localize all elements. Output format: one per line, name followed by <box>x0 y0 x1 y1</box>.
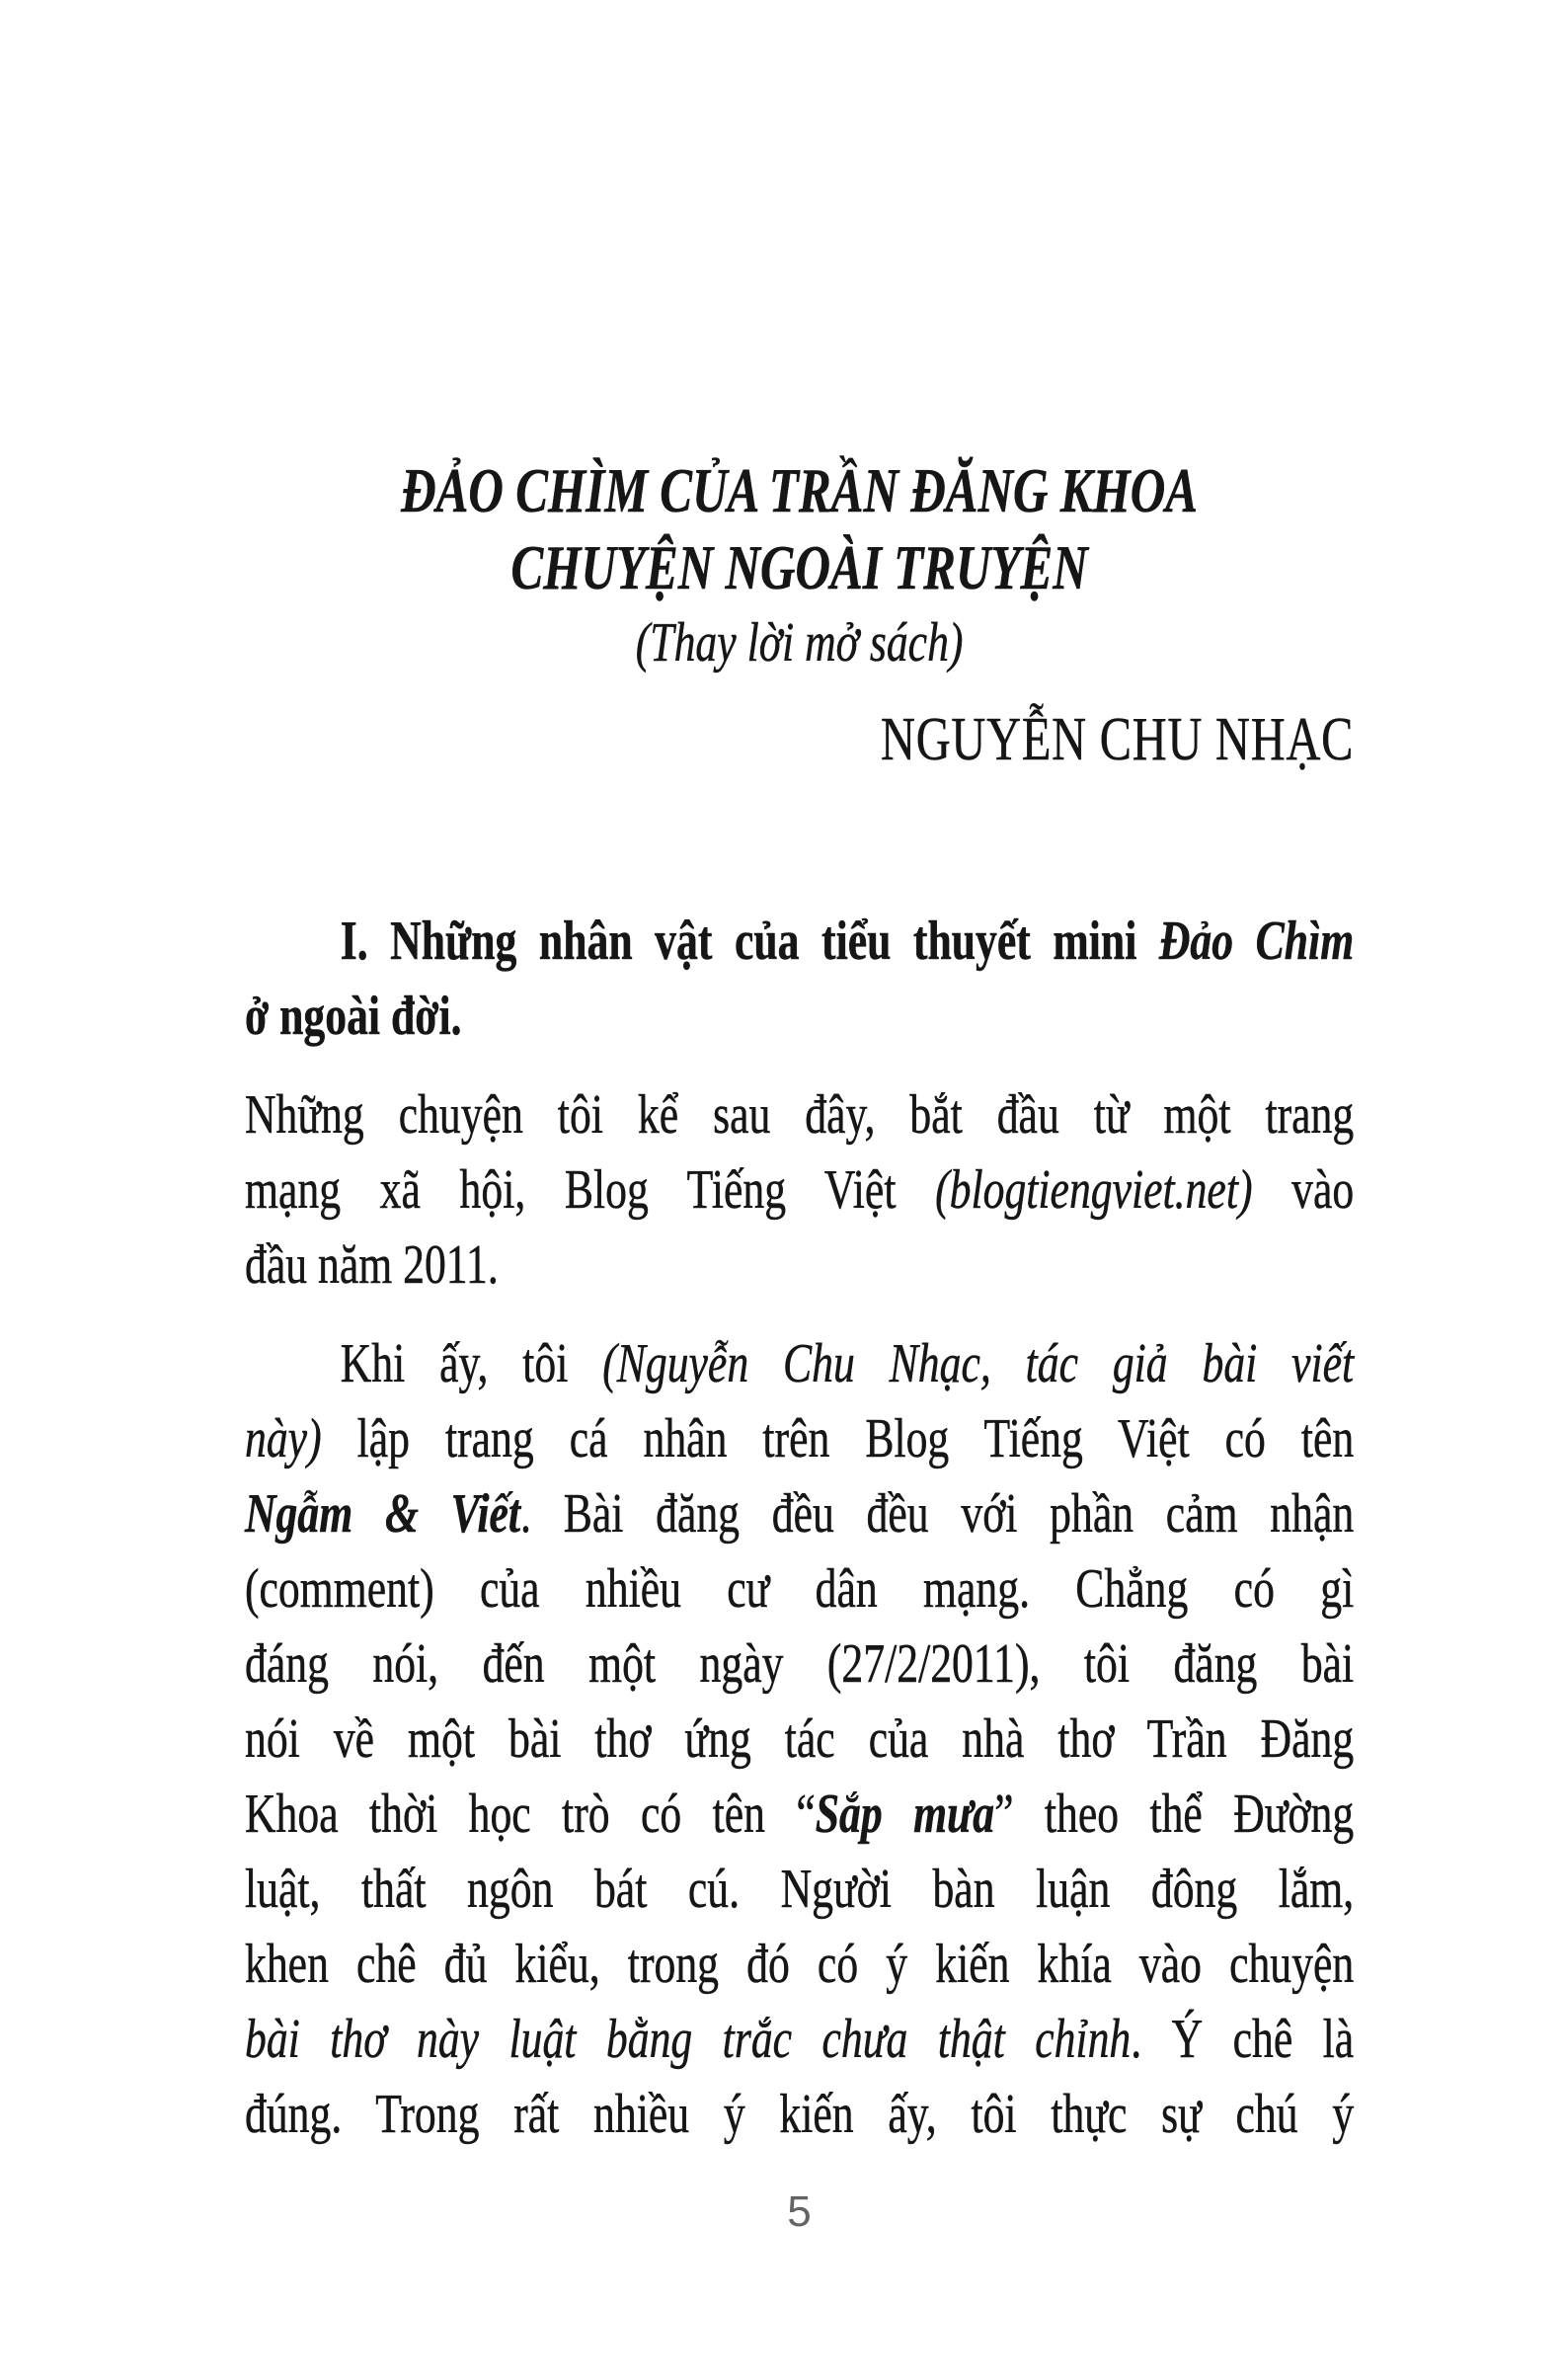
text-line <box>245 1927 1354 2002</box>
text-run: luật, thất ngôn bát cú. Người bàn luận đông lắm, <box>245 1859 1355 1920</box>
body-text <box>245 904 1354 2152</box>
text-run: đáng nói, đến một ngày (27/2/2011), tôi đăng bài <box>245 1633 1355 1695</box>
emphasis-run: (blogtiengviet.net) <box>935 1159 1253 1221</box>
emphasis-run: bài thơ này luật bằng trắc chưa thật chỉnh <box>245 2009 1132 2070</box>
text-run: lập trang cá nhân trên Blog Tiếng Việt có tên <box>321 1408 1355 1469</box>
text-run: . Ý chê là <box>1131 2009 1355 2070</box>
text-line <box>245 1702 1354 1777</box>
text-line <box>245 979 1354 1054</box>
emphasis-run: này) <box>245 1408 322 1469</box>
text-run: Những chuyện tôi kể sau đây, bắt đầu từ một trang <box>245 1084 1355 1146</box>
text-column <box>245 0 1354 2152</box>
text-line <box>245 1626 1354 1702</box>
emphasis-run: Ngẫm & Viết <box>245 1483 521 1545</box>
text-run: khen chê đủ kiểu, trong đó có ý kiến khía vào chuyện <box>245 1934 1355 1995</box>
chapter-title-line2: CHUYỆN NGOÀI TRUYỆN <box>510 533 1088 602</box>
text-run: (comment) của nhiều cư dân mạng. Chẳng có gì <box>245 1558 1355 1620</box>
text-line <box>245 1551 1354 1626</box>
text-run: đúng. Trong rất nhiều ý kiến ấy, tôi thực sự chú ý <box>245 2084 1355 2145</box>
text-line <box>245 1401 1354 1476</box>
text-line <box>245 1326 1354 1401</box>
text-line <box>245 1228 1354 1303</box>
text-run: nói về một bài thơ ứng tác của nhà thơ Trần Đăng <box>245 1708 1355 1770</box>
text-line <box>245 1077 1354 1152</box>
text-run: Khoa thời học trò có tên “ <box>245 1784 816 1845</box>
text-run: Khi ấy, tôi <box>340 1333 603 1394</box>
author-name: NGUYỄN CHU NHẠC <box>881 706 1355 773</box>
text-line <box>245 1152 1354 1228</box>
text-run: mạng xã hội, Blog Tiếng Việt <box>245 1159 936 1221</box>
emphasis-run: I. Những nhân vật của tiểu thuyết mini <box>340 911 1159 972</box>
text-run: vào <box>1252 1159 1355 1221</box>
text-line <box>245 2002 1354 2077</box>
text-line <box>245 1476 1354 1551</box>
text-line <box>245 2077 1354 2152</box>
text-run: đầu năm 2011. <box>245 1234 499 1296</box>
emphasis-run: Sắp mưa <box>815 1784 995 1845</box>
text-line <box>245 1777 1354 1852</box>
emphasis-run: ở ngoài đời. <box>245 986 462 1047</box>
chapter-subtitle: (Thay lời mở sách) <box>635 612 964 674</box>
text-run: . Bài đăng đều đều với phần cảm nhận <box>520 1483 1355 1545</box>
text-run: ” theo thể Đường <box>994 1784 1355 1845</box>
text-line <box>245 904 1354 979</box>
emphasis-run: (Nguyễn Chu Nhạc, tác giả bài viết <box>602 1333 1355 1394</box>
chapter-title-line1: ĐẢO CHÌM CỦA TRẦN ĐĂNG KHOA <box>401 456 1199 525</box>
emphasis-run: Đảo Chìm <box>1158 911 1355 972</box>
page-number: 5 <box>787 2187 812 2236</box>
text-line <box>245 1852 1354 1927</box>
